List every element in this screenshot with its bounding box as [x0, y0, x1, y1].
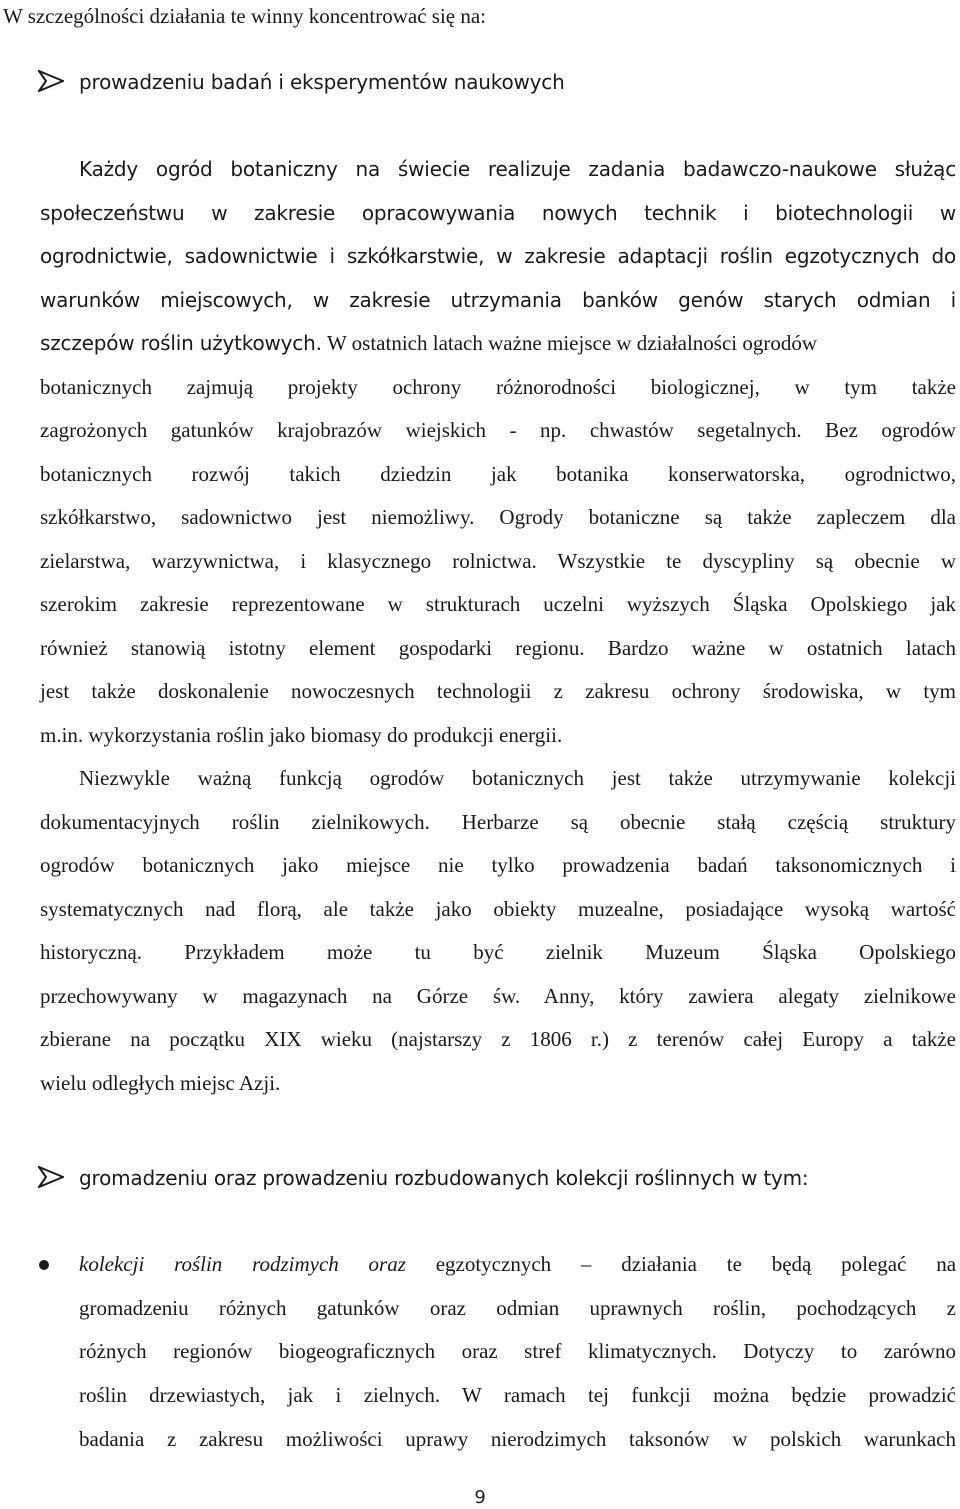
para2-last-line: wielu odległych miejsc Azji. — [40, 1071, 281, 1095]
para1-mixed-line — [40, 329, 956, 357]
bullet-line: różnych regionów biogeograficznych oraz stref klimatycznych. Dotyczy to zarówno — [79, 1339, 956, 1363]
para2-line: Niezwykle ważną funkcją ogrodów botanicznych jest także utrzymywanie kolekcji — [79, 766, 956, 790]
arrow-bullet-icon — [38, 70, 64, 92]
para1-line: ogrodnictwie, sadownictwie i szkółkarstwie, w zakresie adaptacji roślin egzotycznych do — [40, 244, 956, 268]
bullet-first-line — [79, 1250, 956, 1278]
para2-line: ogrodów botanicznych jako miejsce nie tylko prowadzenia badań taksonomicznych i — [40, 853, 956, 877]
arrow-bullet-icon — [38, 1166, 64, 1188]
para1-line: również stanowią istotny element gospodarki regionu. Bardzo ważne w ostatnich latach — [40, 636, 956, 660]
para1-line: jest także doskonalenie nowoczesnych technologii z zakresu ochrony środowiska, w tym — [40, 679, 956, 703]
para1-line: botanicznych zajmują projekty ochrony różnorodności biologicznej, w tym także — [40, 375, 956, 399]
para2-line: dokumentacyjnych roślin zielnikowych. Herbarze są obecnie stałą częścią struktury — [40, 810, 956, 834]
para1-mixed-serif: W ostatnich latach ważne miejsce w działalności ogrodów — [326, 331, 818, 355]
bullet-line: roślin drzewiastych, jak i zielnych. W ramach tej funkcji można będzie prowadzić — [79, 1383, 956, 1407]
para1-line: zagrożonych gatunków krajobrazów wiejskich - np. chwastów segetalnych. Bez ogrodów — [40, 418, 956, 442]
para2-line: systematycznych nad florą, ale także jako obiekty muzealne, posiadające wysoką wartość — [40, 897, 956, 921]
para1-mixed-sans: szczepów roślin użytkowych. — [40, 331, 322, 355]
page-number: 9 — [474, 1487, 486, 1508]
para1-last-line: m.in. wykorzystania roślin jako biomasy do produkcji energii. — [40, 723, 563, 747]
section2-heading: gromadzeniu oraz prowadzeniu rozbudowanych kolekcji roślinnych w tym: — [79, 1166, 809, 1190]
bullet-dot-icon — [39, 1260, 49, 1270]
para2-line: przechowywany w magazynach na Górze św. Anny, który zawiera alegaty zielnikowe — [40, 984, 956, 1008]
para1-line: warunków miejscowych, w zakresie utrzymania banków genów starych odmian i — [40, 288, 956, 312]
para1-line: szerokim zakresie reprezentowane w strukturach uczelni wyższych Śląska Opolskiego jak — [40, 592, 956, 616]
para2-line: historyczną. Przykładem może tu być zielnik Muzeum Śląska Opolskiego — [40, 940, 956, 964]
para1-line: Każdy ogród botaniczny na świecie realizuje zadania badawczo-naukowe służąc — [79, 157, 956, 181]
para1-line: społeczeństwu w zakresie opracowywania nowych technik i biotechnologii w — [40, 201, 956, 225]
bullet-italic-text: kolekcji roślin rodzimych oraz — [79, 1252, 406, 1276]
section1-heading: prowadzeniu badań i eksperymentów naukowych — [79, 70, 565, 94]
para2-line: zbierane na początku XIX wieku (najstarszy z 1806 r.) z terenów całej Europy a także — [40, 1027, 956, 1051]
bullet-line: gromadzeniu różnych gatunków oraz odmian uprawnych roślin, pochodzących z — [79, 1296, 956, 1320]
bullet-rest-text: egzotycznych – działania te będą polegać na — [435, 1252, 957, 1276]
bullet-line: badania z zakresu możliwości uprawy nierodzimych taksonów w polskich warunkach — [79, 1427, 956, 1451]
intro-line: W szczególności działania te winny koncentrować się na: — [3, 4, 487, 28]
para1-line: zielarstwa, warzywnictwa, i klasycznego rolnictwa. Wszystkie te dyscypliny są obecnie w — [40, 549, 956, 573]
para1-line: botanicznych rozwój takich dziedzin jak botanika konserwatorska, ogrodnictwo, — [40, 462, 956, 486]
para1-line: szkółkarstwo, sadownictwo jest niemożliwy. Ogrody botaniczne są także zapleczem dla — [40, 505, 956, 529]
